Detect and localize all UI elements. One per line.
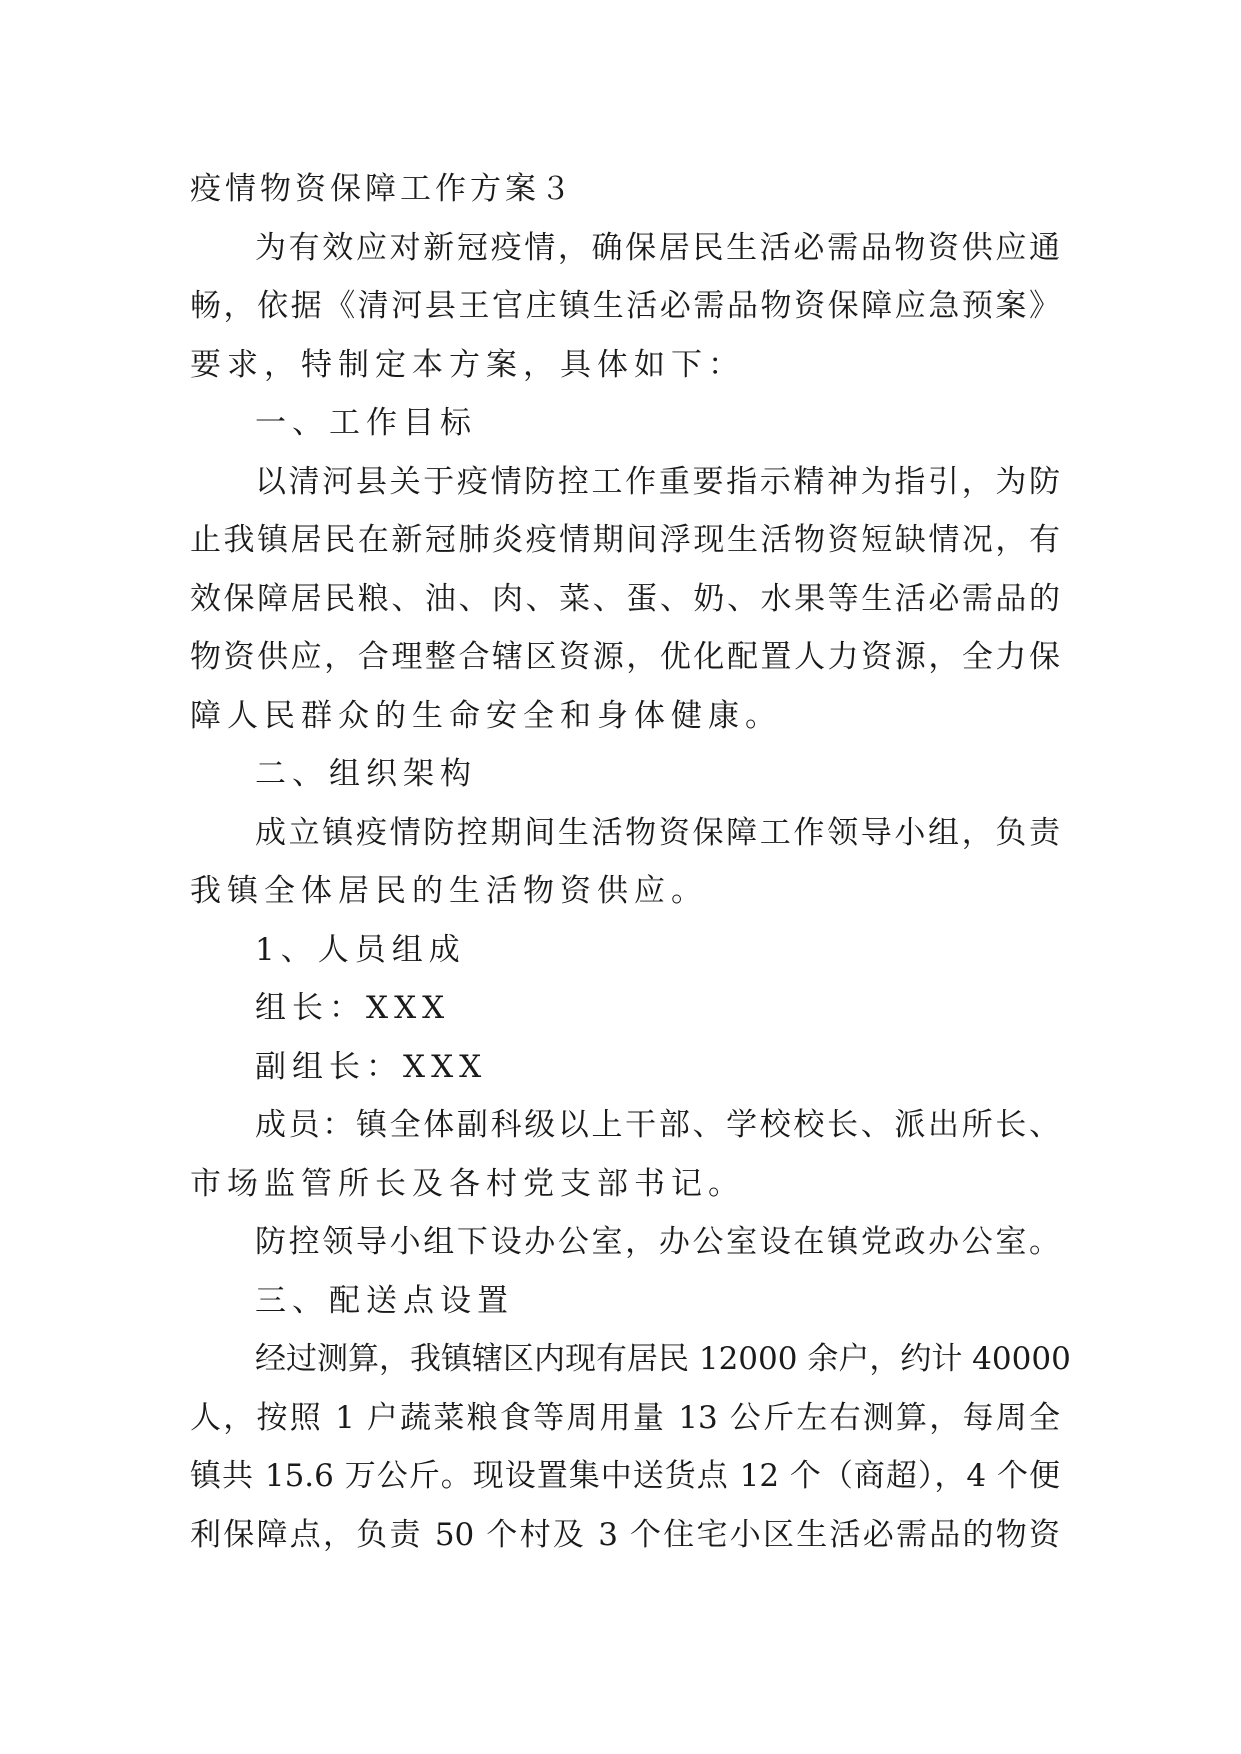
- text-line: 止我镇居民在新冠肺炎疫情期间浮现生活物资短缺情况，有: [190, 522, 1060, 558]
- text-line: 三、配送点设置: [255, 1282, 514, 1319]
- text-line: 人，按照 1 户蔬菜粮食等周用量 13 公斤左右测算，每周全: [190, 1399, 1060, 1436]
- text-line: 要求，特制定本方案，具体如下：: [190, 346, 745, 383]
- text-line: 为有效应对新冠疫情，确保居民生活必需品物资供应通: [255, 229, 1060, 266]
- document-body: [190, 160, 1071, 1564]
- text-line: 镇共 15.6 万公斤。现设置集中送货点 12 个（商超），4 个便: [190, 1458, 1060, 1494]
- text-line: 我镇全体居民的生活物资供应。: [190, 873, 708, 909]
- text-line: 障人民群众的生命安全和身体健康。: [190, 697, 782, 734]
- text-line: 经过测算，我镇辖区内现有居民 12000 余户，约计 40000: [255, 1341, 1071, 1377]
- text-line: 二、组织架构: [255, 756, 477, 792]
- text-line: 成员：镇全体副科级以上干部、学校校长、派出所长、: [255, 1107, 1060, 1143]
- text-line: 畅，依据《清河县王官庄镇生活必需品物资保障应急预案》: [190, 288, 1060, 324]
- text-line: 1、人员组成: [255, 931, 466, 968]
- text-line: 效保障居民粮、油、肉、菜、蛋、奶、水果等生活必需品的: [190, 580, 1060, 617]
- text-line: 组长：XXX: [255, 990, 451, 1026]
- text-line: 一、工作目标: [255, 405, 477, 441]
- document-title: 疫情物资保障工作方案３: [190, 171, 575, 207]
- text-line: 防控领导小组下设办公室，办公室设在镇党政办公室。: [255, 1224, 1060, 1260]
- text-line: 以清河县关于疫情防控工作重要指示精神为指引，为防: [255, 463, 1060, 500]
- text-line: 利保障点，负责 50 个村及 3 个住宅小区生活必需品的物资: [190, 1516, 1060, 1553]
- text-line: 市场监管所长及各村党支部书记。: [190, 1165, 745, 1202]
- text-line: 副组长：XXX: [255, 1048, 488, 1085]
- text-line: 成立镇疫情防控期间生活物资保障工作领导小组，负责: [255, 814, 1060, 851]
- text-line: 物资供应，合理整合辖区资源，优化配置人力资源，全力保: [190, 639, 1060, 675]
